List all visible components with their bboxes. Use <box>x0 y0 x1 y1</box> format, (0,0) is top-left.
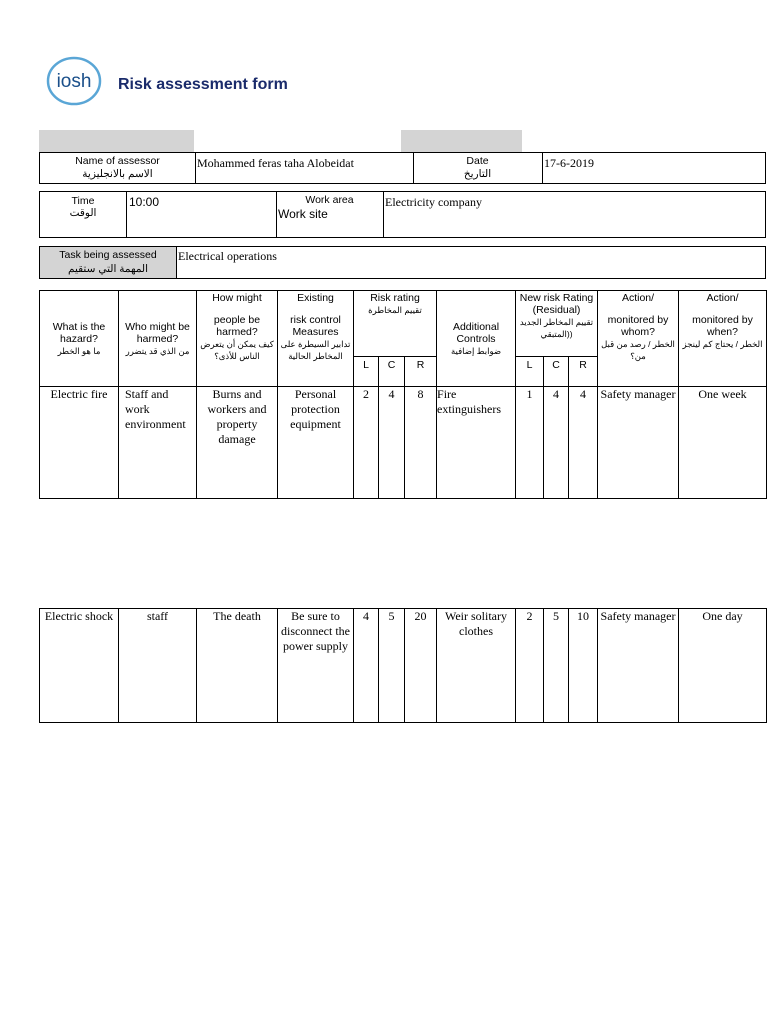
risk-table-1 <box>39 290 767 499</box>
hdr-new-C: C <box>552 359 560 371</box>
row1-whom: Safety manager <box>598 387 679 499</box>
page-title: Risk assessment form <box>118 76 288 93</box>
row2-new-L: 2 <box>516 609 544 723</box>
hdr-action-whom-ar: الخطر / رصد من قبل من؟ <box>601 339 675 361</box>
row2-R: 20 <box>405 609 437 723</box>
hdr-risk-rating: Risk rating <box>370 292 420 304</box>
hdr-new-risk: New risk Rating (Residual) <box>519 292 594 316</box>
row2-how: The death <box>197 609 278 723</box>
logo-text: iosh <box>56 71 92 92</box>
row2-when: One day <box>679 609 767 723</box>
hdr-existing-2: risk control Measures <box>290 314 341 338</box>
row2-harmed: staff <box>119 609 197 723</box>
row1-hazard: Electric fire <box>40 387 119 499</box>
row1-new-C: 4 <box>544 387 569 499</box>
table-header-row <box>40 291 767 357</box>
iosh-logo <box>46 56 102 106</box>
hdr-existing-ar: تدابير السيطرة على المخاطر الحالية <box>280 339 351 361</box>
time-label: Time <box>71 195 95 207</box>
hdr-L: L <box>363 359 369 371</box>
row1-new-L: 1 <box>516 387 544 499</box>
hdr-additional: Additional Controls <box>452 320 500 345</box>
assessor-value: Mohammed feras taha Alobeidat <box>197 156 354 170</box>
hdr-hazard: What is the hazard? <box>52 320 106 345</box>
row2-additional: Weir solitary clothes <box>437 609 516 723</box>
hdr-action-whom: Action/ <box>621 292 655 304</box>
table-row <box>40 609 767 723</box>
time-value: 10:00 <box>129 195 160 209</box>
hdr-action-when-ar: الخطر / يحتاج كم لينجز <box>682 339 763 349</box>
time-label-ar: الوقت <box>69 207 97 219</box>
row2-new-C: 5 <box>544 609 569 723</box>
row2-existing: Be sure to disconnect the power supply <box>278 609 354 723</box>
hdr-C: C <box>387 359 396 371</box>
work-area-label: Work area <box>305 194 354 206</box>
task-label-ar: المهمة التي ستقيم <box>67 263 149 275</box>
row2-whom: Safety manager <box>598 609 679 723</box>
task-value: Electrical operations <box>178 249 277 263</box>
hdr-harmed: Who might be harmed? <box>125 320 190 345</box>
assessor-row <box>39 152 766 184</box>
row2-C: 5 <box>379 609 405 723</box>
hdr-hazard-ar: ما هو الخطر <box>57 345 101 356</box>
date-value: 17-6-2019 <box>544 156 594 170</box>
row1-additional: Fire extinguishers <box>437 387 516 499</box>
hdr-R: R <box>416 359 425 371</box>
hdr-action-when-2: monitored by when? <box>692 314 753 338</box>
row1-how: Burns and workers and property damage <box>197 387 278 499</box>
hdr-harmed-ar: من الذي قد يتضرر <box>125 345 190 356</box>
assessor-label-ar: الاسم بالانجليزية <box>82 168 153 180</box>
hdr-how-ar: كيف يمكن أن يتعرض الناس للأذى؟ <box>200 339 274 361</box>
task-label: Task being assessed <box>59 249 157 261</box>
row2-L: 4 <box>354 609 379 723</box>
date-label: Date <box>466 155 489 167</box>
hdr-how-2: people be harmed? <box>213 314 261 338</box>
hdr-action-when: Action/ <box>706 292 739 304</box>
row1-harmed: Staff and work environment <box>119 387 197 499</box>
hdr-existing: Existing <box>297 292 334 304</box>
task-row <box>39 246 766 279</box>
time-row <box>39 191 766 238</box>
work-area-value: Work site <box>278 207 328 221</box>
hdr-how: How might <box>212 292 262 304</box>
row2-new-R: 10 <box>569 609 598 723</box>
row1-new-R: 4 <box>569 387 598 499</box>
assessor-label: Name of assessor <box>75 155 160 167</box>
hdr-risk-rating-ar: تقييم المخاطرة <box>368 305 422 315</box>
grey-tab-left <box>39 130 194 152</box>
hdr-action-whom-2: monitored by whom? <box>607 314 669 338</box>
hdr-new-L: L <box>526 359 533 371</box>
row1-L: 2 <box>354 387 379 499</box>
hdr-additional-ar: ضوابط إضافية <box>450 345 502 356</box>
row1-when: One week <box>679 387 767 499</box>
grey-tab-right <box>401 130 522 152</box>
table-row <box>40 387 767 499</box>
row2-hazard: Electric shock <box>40 609 119 723</box>
hdr-new-risk-ar: تقييم المخاطر الجديد ((المتبقي <box>519 317 594 339</box>
hdr-new-R: R <box>579 359 587 371</box>
row1-C: 4 <box>379 387 405 499</box>
work-area-value-2: Electricity company <box>385 195 482 209</box>
row1-R: 8 <box>405 387 437 499</box>
row1-existing: Personal protection equipment <box>278 387 354 499</box>
risk-table-2 <box>39 608 767 723</box>
date-label-ar: التاريخ <box>463 168 492 180</box>
